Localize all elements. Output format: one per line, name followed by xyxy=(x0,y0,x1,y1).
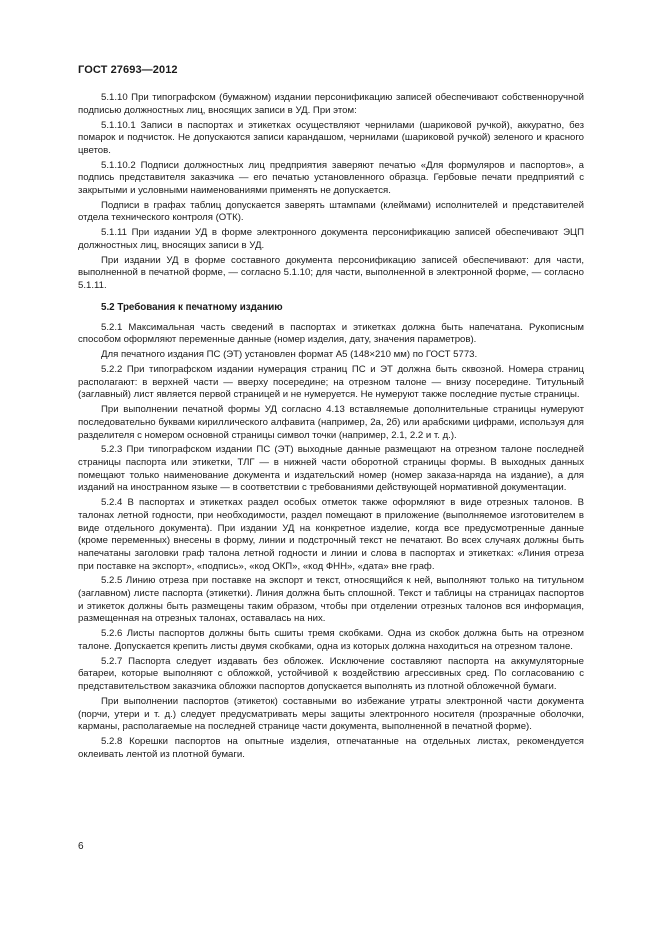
paragraph: 5.1.10.1 Записи в паспортах и этикетках осуществляют чернилами (шариковой ручкой), аккуратно, без помарок и подчисток. Не допускаются записи карандашом, чернилами (шариковой ручкой) зеленого и красного цветов. xyxy=(78,119,584,156)
document-header-standard: ГОСТ 27693—2012 xyxy=(78,64,178,76)
paragraph: 5.2.5 Линию отреза при поставке на экспорт и текст, относящийся к ней, выполняют только на титульном (заглавном) листе паспорта (этикетки). Линия должна быть сплошной. Текст и таблицы на страницах паспортов и этикеток должны быть размещены таким образом, чтобы при отделении отрезных талонов вся информация, размещенная на отрезных талонах, оставалась на них. xyxy=(78,575,584,625)
paragraph: 5.2.7 Паспорта следует издавать без обложек. Исключение составляют паспорта на аккумуляторные батареи, которые выполняют с обложкой, устойчивой к воздействию агрессивных сред. По согласованию с представительством заказчика обложки паспортов допускается выполнять из плотной обложечной бумаги. xyxy=(78,655,584,692)
paragraph: При издании УД в форме составного документа персонификацию записей обеспечивают: для части, выполненной в печатной форме, — согласно 5.1.10; для части, выполненной в электронной форме, — согласно 5.1.11. xyxy=(78,254,584,292)
paragraph: При выполнении печатной формы УД согласно 4.13 вставляемые дополнительные страницы нумеруют последовательно буквами кириллического алфавита (например, 2а, 2б) или арабскими цифрами, используя для разделителя с номером основной страницы символ точки (например, 2.1, 2.2 и т. д.). xyxy=(78,404,584,441)
paragraph: Подписи в графах таблиц допускается заверять штампами (клеймами) исполнителей и представителей отдела технического контроля (ОТК). xyxy=(78,199,584,224)
section-heading: 5.2 Требования к печатному изданию xyxy=(101,301,283,313)
paragraph: 5.2.6 Листы паспортов должны быть сшиты тремя скобками. Одна из скобок должна быть на отрезном талоне. Допускается крепить листы двумя скобками, одна из которых должна находиться на отрезном талоне. xyxy=(78,628,584,652)
paragraph: 5.1.11 При издании УД в форме электронного документа персонификацию записей обеспечивают ЭЦП должностных лиц, вносящих записи в УД. xyxy=(78,227,584,251)
document-body xyxy=(78,92,584,764)
paragraph: 5.2.3 При типографском издании ПС (ЭТ) выходные данные размещают на отрезном талоне последней страницы паспорта или этикетки, ТЛГ — в нижней части оборотной страницы формы. В выходных данных помещают только наименование документа и издательский номер (номер заказа-наряда на издание), а для изданий на иностранном языке — в соответствии с требованиями действующей нормативной документации. xyxy=(78,444,584,494)
paragraph: При выполнении паспортов (этикеток) составными во избежание утраты электронной части документа (порчи, утери и т. д.) следует предусматривать меры защиты электронного носителя (прозрачные оболочки, карманы, располагаемые на последней странице части документа, выполненной в печатной форме). xyxy=(78,695,584,733)
paragraph: 5.1.10.2 Подписи должностных лиц предприятия заверяют печатью «Для формуляров и паспортов», а подпись представителя заказчика — его печатью установленного образца. Гербовые печати предприятий с закрытыми и условными наименованиями применять не допускается. xyxy=(78,159,584,196)
paragraph: 5.2.2 При типографском издании нумерация страниц ПС и ЭТ должна быть сквозной. Номера страниц располагают: в верхней части — вверху посередине; на отрезном талоне — внизу посередине. Титульный (заглавный) лист является первой страницей и не нумеруется. Не нумеруют также последние пустые страницы. xyxy=(78,364,584,401)
paragraph: 5.2.4 В паспортах и этикетках раздел особых отметок также оформляют в виде отрезных талонов. В талонах летной годности, при необходимости, раздел помещают в приложение (выполняемое изготовителем в виде отдельного документа). При издании УД на конкретное изделие, когда все предусмотренные данные (кроме переменных) внесены в форму, линии и подстрочный текст не печатают. Во всех случаях должны быть напечатаны заголовки граф талона летной годности и линии и слова в паспортах и этикетках: «Линия отреза при поставке на экспорт», «подпись», «код ОКП», «код ФНН», «дата» вне граф. xyxy=(78,497,584,572)
paragraph: 5.2.1 Максимальная часть сведений в паспортах и этикетках должна быть напечатана. Рукописным способом оформляют переменные данные (номер изделия, дату, значения параметров). xyxy=(78,321,584,346)
page-number: 6 xyxy=(78,841,84,852)
paragraph: Для печатного издания ПС (ЭТ) установлен формат А5 (148×210 мм) по ГОСТ 5773. xyxy=(101,349,478,361)
paragraph: 5.2.8 Корешки паспортов на опытные изделия, отпечатанные на отдельных листах, рекомендуется оклеивать лентой из плотной бумаги. xyxy=(78,736,584,760)
paragraph: 5.1.10 При типографском (бумажном) издании персонификацию записей обеспечивают собственноручной подписью должностных лиц, вносящих записи в УД. При этом: xyxy=(78,92,584,116)
